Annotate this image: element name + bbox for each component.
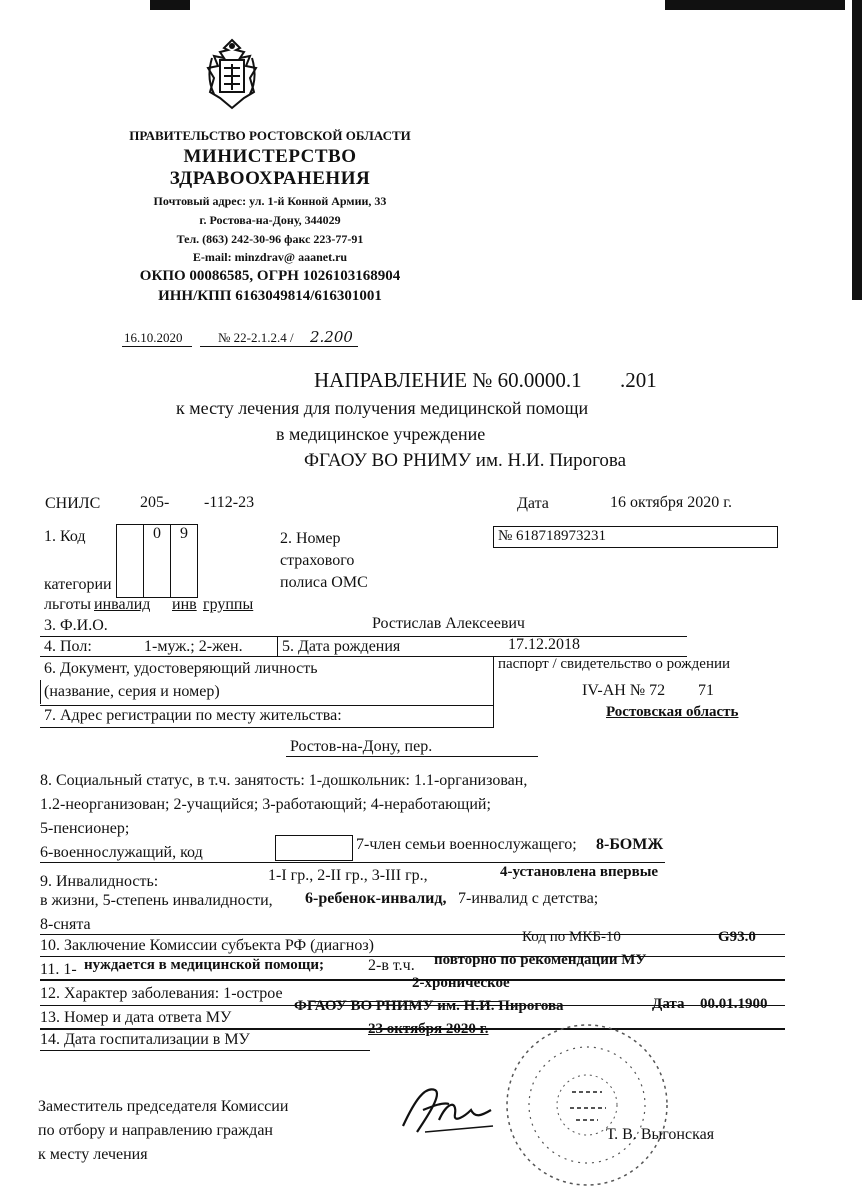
field1-label-category: категории bbox=[44, 576, 112, 593]
field2-label-3: полиса ОМС bbox=[280, 574, 368, 591]
field9-line2-a: в жизни, 5-степень инвалидности, bbox=[40, 892, 273, 909]
field1-label-benefits: льготы bbox=[44, 596, 91, 613]
icd-code: G93.0 bbox=[718, 929, 756, 945]
letter-number: № 22-2.1.2.4 / bbox=[218, 330, 294, 345]
repeat-by-recommendation: повторно по рекомендации МУ bbox=[434, 952, 647, 968]
insurance-policy-number: № 618718973231 bbox=[498, 528, 607, 544]
field6-left-bracket bbox=[40, 680, 41, 704]
signatory-title-line2: по отбору и направлению граждан bbox=[38, 1122, 273, 1139]
code-digit-box-2: 0 bbox=[143, 524, 171, 598]
birth-date: 17.12.2018 bbox=[508, 636, 580, 653]
response-date-label: Дата bbox=[652, 996, 685, 1012]
coat-of-arms-emblem bbox=[200, 38, 264, 110]
signatory-title-line1: Заместитель председателя Комиссии bbox=[38, 1098, 289, 1115]
field6-divider bbox=[493, 656, 494, 728]
scan-mark-right-edge bbox=[852, 0, 862, 300]
row-line-7 bbox=[40, 727, 494, 728]
field9-line2-c: 7-инвалид с детства; bbox=[458, 890, 599, 907]
field2-label-1: 2. Номер bbox=[280, 530, 341, 547]
response-institution: ФГАОУ ВО РНИМУ им. Н.И. Пирогова bbox=[294, 998, 564, 1014]
response-date: 00.01.1900 bbox=[700, 996, 768, 1012]
letter-number-handwritten: 2.200 bbox=[310, 328, 353, 346]
phone-fax: Тел. (863) 242-30-96 факс 223-77-91 bbox=[176, 232, 364, 246]
row-line-9 bbox=[40, 934, 785, 935]
snils-value-part1: 205- bbox=[140, 494, 170, 511]
gender-divider bbox=[277, 636, 278, 656]
field8-homeless: 8-БОМЖ bbox=[596, 836, 664, 853]
disability-groups: 1-I гр., 2-II гр., 3-III гр., bbox=[268, 867, 428, 884]
field2-label-2: страхового bbox=[280, 552, 355, 569]
signatory-title-line3: к месту лечения bbox=[38, 1146, 148, 1163]
field6-label-2: (название, серия и номер) bbox=[44, 683, 220, 700]
field11-mid: 2-в т.ч. bbox=[368, 957, 415, 974]
referral-title-suffix: .201 bbox=[620, 368, 657, 392]
okpo-ogrn: ОКПО 00086585, ОГРН 1026103168904 bbox=[139, 268, 401, 284]
patient-name: Ростислав Алексеевич bbox=[372, 615, 525, 632]
snils-value-part2: -112-23 bbox=[204, 494, 255, 511]
field8-line4-tail: 7-член семьи военнослужащего; bbox=[356, 836, 577, 853]
postal-address-line1: Почтовый адрес: ул. 1-й Конной Армии, 33 bbox=[153, 194, 387, 208]
field1-value-disabled: инвалид bbox=[94, 596, 151, 613]
field13-label: 13. Номер и дата ответа МУ bbox=[40, 1009, 232, 1026]
government-name: ПРАВИТЕЛЬСТВО РОСТОВСКОЙ ОБЛАСТИ bbox=[129, 128, 411, 143]
referral-title: НАПРАВЛЕНИЕ № 60.0000.1 bbox=[314, 368, 582, 392]
field8-line4: 6-военнослужащий, код bbox=[40, 844, 203, 861]
field6-label-1: 6. Документ, удостоверяющий личность bbox=[44, 660, 318, 677]
letter-number-underline bbox=[200, 346, 358, 347]
row-line-3 bbox=[40, 636, 687, 637]
row-line-6 bbox=[40, 705, 494, 706]
field4-label: 4. Пол: bbox=[44, 638, 92, 655]
referral-subtitle: к месту лечения для получения медицинской помощи bbox=[176, 398, 589, 418]
official-stamp bbox=[502, 1020, 672, 1190]
disability-established: 4-установлена впервые bbox=[500, 864, 659, 880]
id-document-series: IV-АН № 72 bbox=[582, 682, 666, 699]
date-value: 16 октября 2020 г. bbox=[610, 494, 732, 511]
gender-options: 1-муж.; 2-жен. bbox=[144, 638, 243, 655]
ministry-name-line2: ЗДРАВООХРАНЕНИЯ bbox=[169, 168, 371, 189]
handwritten-signature bbox=[395, 1080, 505, 1140]
letter-date-underline bbox=[122, 346, 192, 347]
field1-label: 1. Код bbox=[44, 528, 86, 545]
city-value: Ростов-на-Дону, пер. bbox=[290, 738, 433, 755]
field12-label: 12. Характер заболевания: 1-острое bbox=[40, 985, 283, 1002]
icd-code-label: Код по МКБ-10 bbox=[522, 929, 621, 945]
field10-label: 10. Заключение Комиссии субъекта РФ (диагноз) bbox=[40, 937, 374, 954]
row-line-8 bbox=[40, 862, 665, 863]
field8-line2: 1.2-неорганизован; 2-учащийся; 3-работающий; 4-неработающий; bbox=[40, 796, 491, 813]
field8-line3: 5-пенсионер; bbox=[40, 820, 130, 837]
child-disabled: 6-ребенок-инвалид, bbox=[305, 890, 447, 907]
email: E-mail: minzdrav@ aaanet.ru bbox=[192, 250, 348, 264]
field14-label: 14. Дата госпитализации в МУ bbox=[40, 1031, 250, 1048]
city-underline bbox=[286, 756, 538, 757]
field8-line1: 8. Социальный статус, в т.ч. занятость: 1-дошкольник: 1.1-организован, bbox=[40, 772, 528, 789]
date-label: Дата bbox=[517, 495, 549, 512]
disease-character: 2-хроническое bbox=[412, 975, 510, 991]
letter-date: 16.10.2020 bbox=[124, 330, 183, 345]
region-value: Ростовская область bbox=[606, 704, 739, 720]
field11-label: 11. 1- bbox=[40, 961, 77, 978]
postal-address-line2: г. Ростова-на-Дону, 344029 bbox=[199, 213, 341, 227]
id-document-type: паспорт / свидетельство о рождении bbox=[498, 656, 731, 672]
inn-kpp: ИНН/КПП 6163049814/616301001 bbox=[158, 288, 382, 304]
snils-label: СНИЛС bbox=[45, 495, 101, 512]
row-line-14 bbox=[40, 1050, 370, 1051]
ministry-name-line1: МИНИСТЕРСТВО bbox=[183, 146, 357, 167]
scan-mark-top bbox=[150, 0, 190, 10]
field1-value-group: группы bbox=[203, 596, 254, 613]
hospitalization-date: 23 октября 2020 г. bbox=[368, 1021, 489, 1037]
code-digit-box-1 bbox=[116, 524, 144, 598]
field9-line3: 8-снята bbox=[40, 916, 91, 933]
clinic-name: ФГАОУ ВО РНИМУ им. Н.И. Пирогова bbox=[304, 450, 627, 471]
field5-label: 5. Дата рождения bbox=[282, 638, 401, 655]
field3-label: 3. Ф.И.О. bbox=[44, 617, 108, 634]
field1-value-inv: инв bbox=[172, 596, 197, 613]
needs-medical-care: нуждается в медицинской помощи; bbox=[84, 957, 324, 973]
code-digit-box-3: 9 bbox=[170, 524, 198, 598]
scan-mark-top-right bbox=[665, 0, 845, 10]
military-code-box bbox=[275, 835, 353, 861]
field7-label: 7. Адрес регистрации по месту жительства: bbox=[44, 707, 342, 724]
field9-label: 9. Инвалидность: bbox=[40, 873, 159, 890]
referral-subtitle-2: в медицинское учреждение bbox=[276, 424, 486, 444]
signatory-name: Т. В. Выгонская bbox=[606, 1126, 715, 1143]
id-document-number: 71 bbox=[698, 682, 714, 699]
